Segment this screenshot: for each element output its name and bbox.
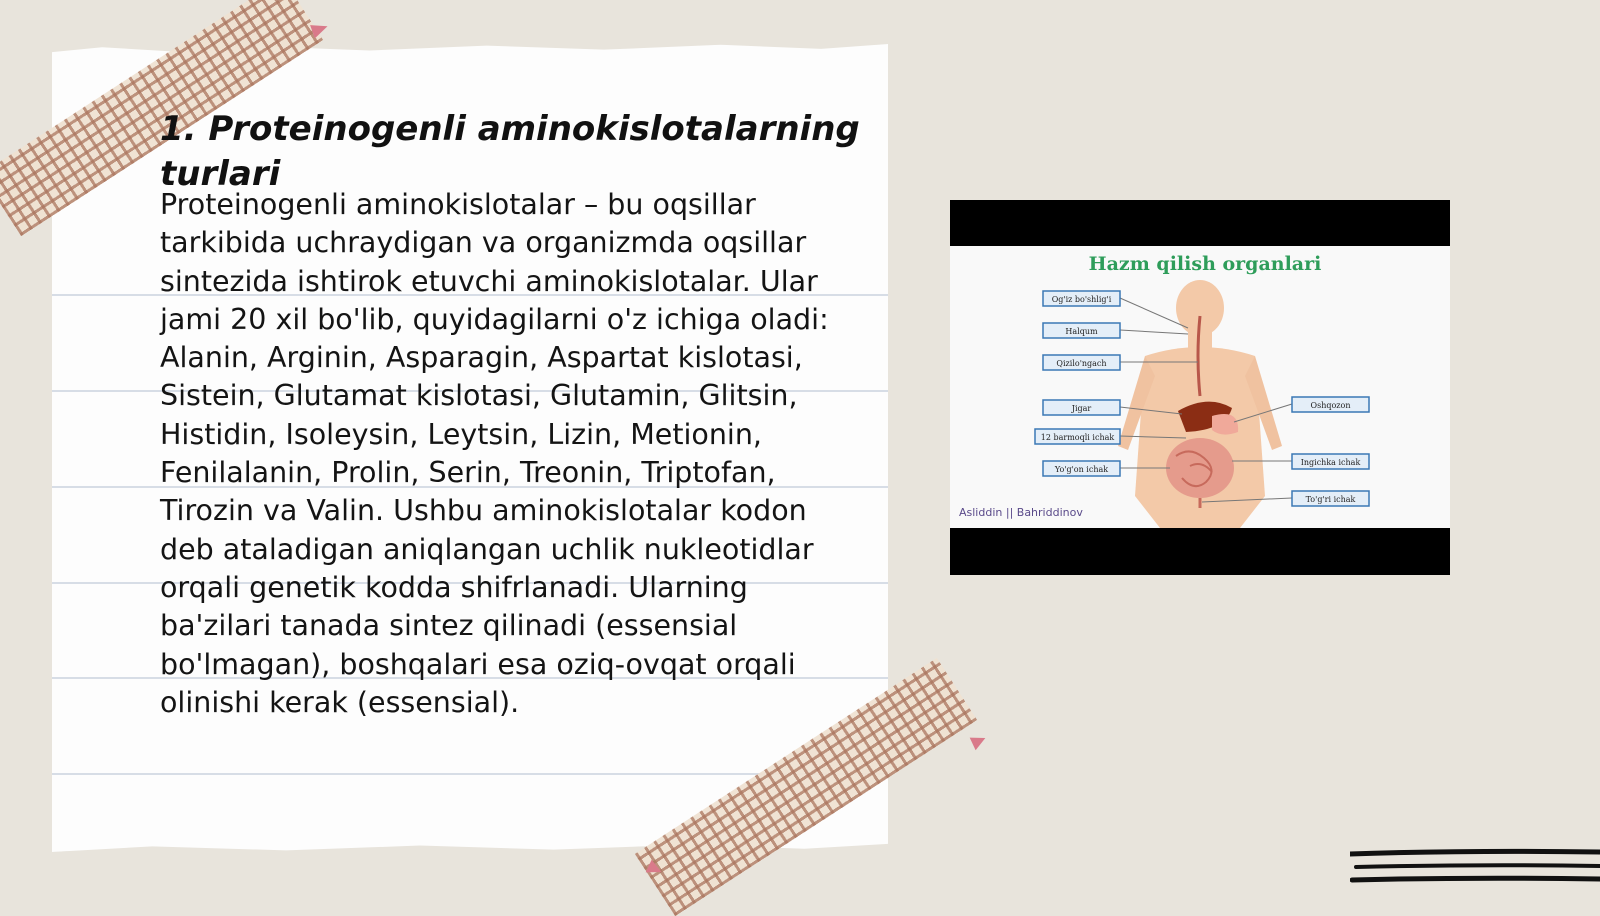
- label-rectum: To'g'ri ichak: [1305, 495, 1356, 504]
- image-credit: Asliddin || Bahriddinov: [959, 506, 1083, 519]
- image-content: [950, 246, 1450, 528]
- digestive-system-diagram: [950, 246, 1450, 528]
- label-liver: Jigar: [1071, 404, 1092, 413]
- tape-flag: [310, 20, 330, 39]
- image-title: Hazm qilish organlari: [1088, 253, 1322, 275]
- label-large-intestine: Yo'g'on ichak: [1054, 465, 1109, 474]
- brush-strokes: [1350, 846, 1600, 886]
- label-small-intestine: Ingichka ichak: [1300, 458, 1361, 467]
- tape-flag: [970, 732, 989, 751]
- label-mouth: Og'iz bo'shlig'i: [1051, 295, 1112, 304]
- label-esophagus: Qizilo'ngach: [1056, 359, 1107, 368]
- label-duodenum: 12 barmoqli ichak: [1040, 433, 1115, 442]
- label-pharynx: Halqum: [1065, 327, 1098, 336]
- digestive-system-image: [950, 200, 1450, 575]
- label-stomach: Oshqozon: [1310, 401, 1351, 410]
- slide-body-text: Proteinogenli aminokislotalar – bu oqsillar tarkibida uchraydigan va organizmda oqsillar sintezida ishtirok etuvchi aminokislotalar. Ular jami 20 xil bo'lib, quyidagilarni o'z ichiga oladi: Alanin, Arginin, Asparagin, Aspartat kislotasi, Sistein, Glutamat kislotasi, Glutamin, Glitsin, Histidin, Isoleysin, Leytsin, Lizin, Metionin, Fenilalanin, Prolin, Serin, Treonin, Triptofan, Tirozin va Valin. Ushbu aminokislotalar kodon deb ataladigan aniqlangan uchlik nukleotidlar orqali genetik kodda shifrlanadi. Ularning ba'zilari tanada sintez qilinadi (essensial bo'lmagan), boshqalari esa oziq-ovqat orqali olinishi kerak (essensial).: [160, 188, 829, 719]
- slide-title: 1. Proteinogenli aminokislotalarning turlari: [160, 109, 860, 194]
